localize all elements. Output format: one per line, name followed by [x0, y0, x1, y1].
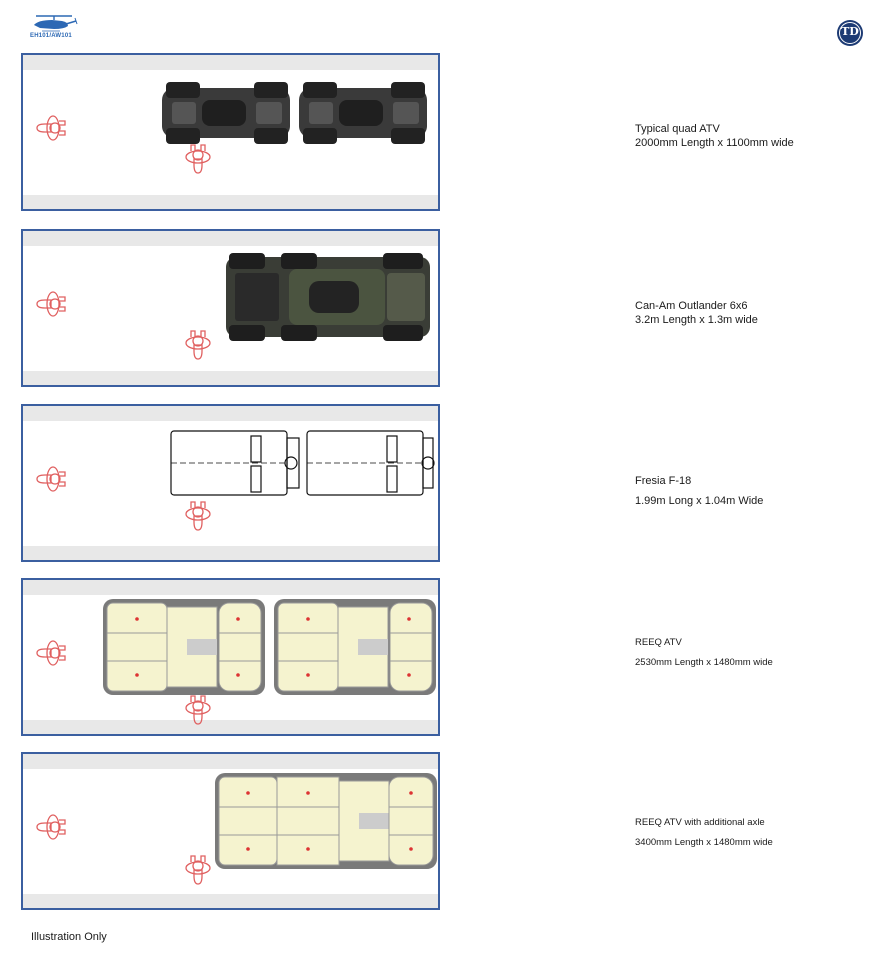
vehicle-panel-reeq-atv-axle [21, 752, 440, 910]
vehicle-dims: 3.2m Length x 1.3m wide [635, 314, 758, 326]
vehicle-name: Can-Am Outlander 6x6 [635, 300, 748, 312]
vehicle-desc-canam-6x6 [635, 299, 758, 327]
reeq-atv-axle-drawing [215, 773, 437, 869]
brand-text: EH101/AW101 [30, 33, 72, 39]
vehicle-dims: 1.99m Long x 1.04m Wide [635, 495, 764, 507]
company-seal-icon [837, 20, 863, 46]
vehicle-desc-reeq-atv-axle [635, 816, 773, 850]
vehicle-panel-fresia-f18 [21, 404, 440, 562]
vehicle-panel-quad-atv [21, 53, 440, 211]
illustration-note: Illustration Only [31, 931, 107, 943]
reeq-atv-drawing [103, 599, 436, 695]
vehicle-desc-reeq-atv [635, 636, 773, 670]
quad-atv-image [162, 82, 427, 144]
seal-monogram: TD [841, 25, 859, 38]
vehicle-dims: 3400mm Length x 1480mm wide [635, 837, 773, 848]
vehicle-name: REEQ ATV [635, 637, 682, 648]
vehicle-name: Fresia F-18 [635, 475, 692, 487]
vehicle-dims: 2000mm Length x 1100mm wide [635, 137, 794, 149]
helicopter-icon [28, 12, 78, 34]
vehicle-panel-canam-6x6 [21, 229, 440, 387]
vehicle-desc-quad-atv [635, 122, 794, 150]
vehicle-desc-fresia-f18 [635, 474, 763, 508]
fresia-f18-drawing [171, 431, 434, 495]
vehicle-name: Typical quad ATV [635, 123, 720, 135]
vehicle-dims: 2530mm Length x 1480mm wide [635, 657, 773, 668]
vehicle-panel-reeq-atv [21, 578, 440, 736]
vehicle-name: REEQ ATV with additional axle [635, 817, 765, 828]
canam-6x6-image [226, 253, 430, 341]
